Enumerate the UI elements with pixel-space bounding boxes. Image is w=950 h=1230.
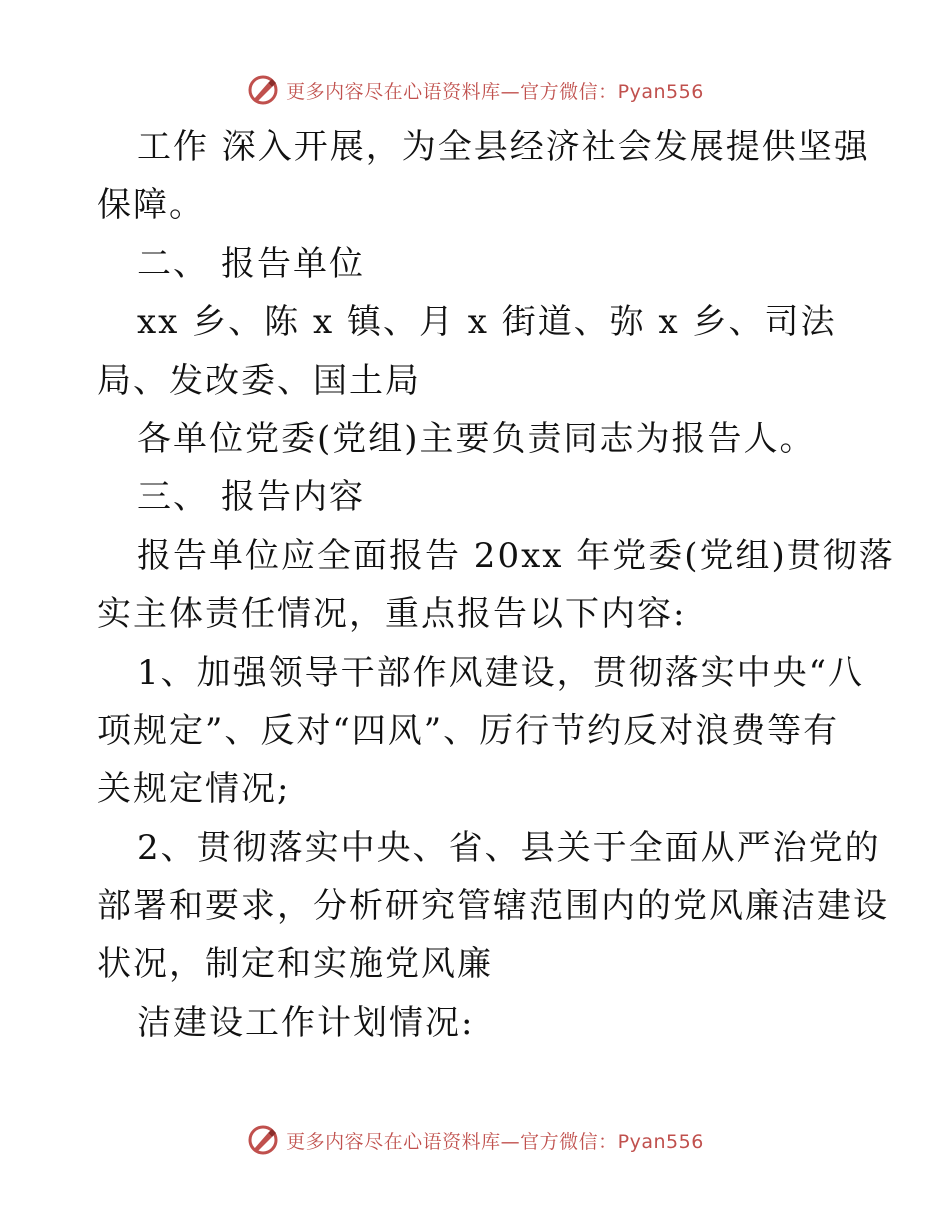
- section-number: 三、: [137, 477, 209, 518]
- section-title: 报告单位: [221, 243, 365, 284]
- paragraph-line: 局、发改委、国土局: [97, 360, 421, 401]
- pen-logo-icon: [246, 1123, 280, 1157]
- list-item-line: 2、贯彻落实中央、省、县关于全面从严治党的: [137, 827, 881, 868]
- list-item-line: 关规定情况;: [97, 769, 291, 810]
- section-title: 报告内容: [221, 477, 365, 518]
- paragraph-line: 实主体责任情况，重点报告以下内容:: [97, 594, 687, 635]
- watermark-text: 更多内容尽在心语资料库—官方微信：Pyan556: [286, 80, 704, 103]
- section-heading: [97, 468, 857, 526]
- pen-logo-icon: [246, 73, 280, 107]
- paragraph-line: 工作 深入开展，为全县经济社会发展提供坚强: [137, 127, 870, 167]
- watermark-header: [0, 70, 950, 110]
- paragraph-line: 各单位党委(党组)主要负责同志为报告人。: [137, 418, 816, 459]
- section-number: 二、: [137, 243, 209, 284]
- list-item-line: 部署和要求，分析研究管辖范围内的党风廉洁建设: [97, 886, 889, 927]
- paragraph-line: 洁建设工作计划情况:: [137, 1002, 475, 1043]
- list-item-line: 1、加强领导干部作风建设，贯彻落实中央“八: [137, 652, 865, 693]
- paragraph-line: 保障。: [97, 185, 205, 226]
- document-body: [97, 118, 895, 1052]
- paragraph-line: 报告单位应全面报告 20xx 年党委(党组)贯彻落: [137, 535, 895, 576]
- watermark-text: 更多内容尽在心语资料库—官方微信：Pyan556: [286, 1130, 704, 1153]
- watermark-footer: [0, 1120, 950, 1160]
- list-item-line: 项规定”、反对“四风”、厉行节约反对浪费等有: [97, 710, 840, 751]
- paragraph-line: xx 乡、陈 x 镇、月 x 街道、弥 x 乡、司法: [137, 302, 837, 343]
- list-item-line: 状况，制定和实施党风廉: [97, 944, 493, 985]
- section-heading: [97, 235, 857, 293]
